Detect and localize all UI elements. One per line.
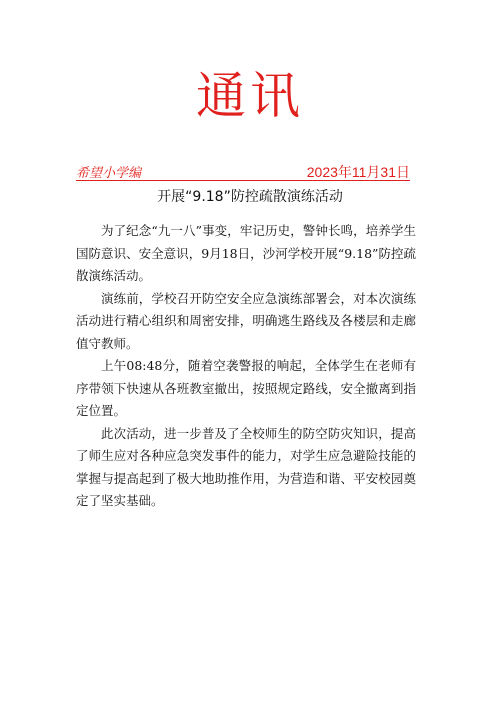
- header-divider: [76, 180, 410, 181]
- article-body: [76, 220, 416, 513]
- paragraph: 此次活动，进一步普及了全校师生的防空防灾知识，提高了师生应对各种应急突发事件的能力，对学生应急避险技能的掌握与提高起到了极大地助推作用，为营造和谐、平安校园奠定了坚实基础。: [76, 425, 416, 508]
- paragraph: 上午08:48分，随着空袭警报的响起，全体学生在老师有序带领下快速从各班教室撤出，按照规定路线，安全撤离到指定位置。: [76, 358, 416, 418]
- paragraph: 演练前，学校召开防空安全应急演练部署会，对本次演练活动进行精心组织和周密安排，明确逃生路线及各楼层和走廊值守教师。: [76, 290, 416, 351]
- meta-row: [76, 160, 410, 180]
- newsletter-masthead: 通讯: [196, 67, 304, 125]
- paragraph: 为了纪念“九一八”事变，牢记历史，警钟长鸣，培养学生国防意识、安全意识，9月18日，沙河学校开展“9.18”防控疏散演练活动。: [76, 223, 416, 283]
- publisher-label: 希望小学编: [76, 166, 142, 181]
- issue-date: 2023年11月31日: [306, 164, 410, 180]
- article-headline: 开展“9.18”防控疏散演练活动: [157, 189, 343, 205]
